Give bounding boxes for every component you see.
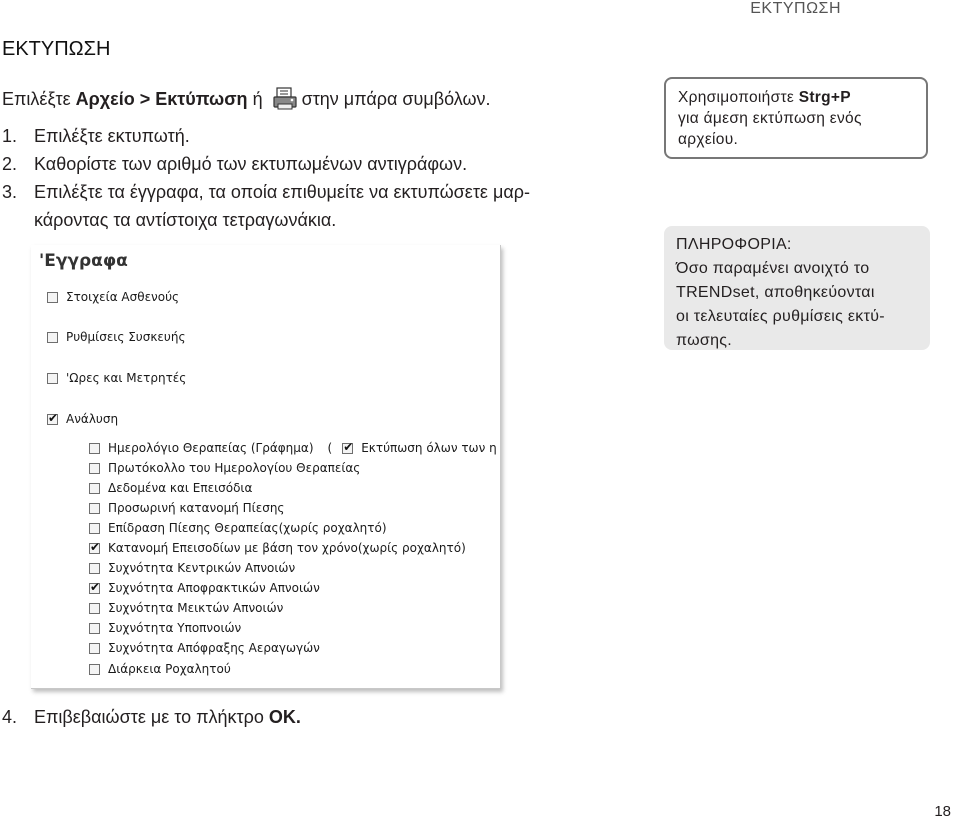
doc-item-patient-data[interactable] <box>47 290 179 304</box>
checkbox[interactable] <box>89 664 100 675</box>
doc-label: Συχνότητα Κεντρικών Απνοιών <box>108 561 296 575</box>
info-title: ΠΛΗΡΟΦΟΡΙΑ: <box>676 236 792 253</box>
tip-line-3: αρχείου. <box>678 131 739 148</box>
intro-menu-path: Αρχείο > Εκτύπωση <box>75 89 248 109</box>
checkbox[interactable] <box>89 643 100 654</box>
info-line-1: Όσο παραμένει ανοιχτό το <box>676 260 870 277</box>
panel-title: 'Εγγραφα <box>39 251 128 271</box>
analysis-item[interactable] <box>89 561 295 575</box>
info-box <box>664 226 930 350</box>
checkbox[interactable] <box>89 503 100 514</box>
step-number: 1. <box>2 126 18 146</box>
tip-shortcut: Strg+P <box>798 89 851 106</box>
doc-label: Δεδομένα και Επεισόδια <box>108 481 253 495</box>
documents-panel <box>31 245 501 689</box>
doc-label: Στοιχεία Ασθενούς <box>66 290 180 304</box>
checkbox[interactable] <box>89 523 100 534</box>
doc-label: Συχνότητα Απόφραξης Αεραγωγών <box>108 641 320 655</box>
doc-label: Πρωτόκολλο του Ημερολογίου Θεραπείας <box>108 461 361 475</box>
doc-label: 'Ωρες και Μετρητές <box>66 371 187 385</box>
doc-label: Συχνότητα Υποπνοιών <box>108 621 242 635</box>
step-text: Επιλέξτε τα έγγραφα, τα οποία επιθυμείτε να εκτυπώσετε μαρ- <box>34 182 530 202</box>
step-number: 4. <box>2 707 18 727</box>
analysis-item[interactable] <box>89 481 252 495</box>
analysis-item[interactable] <box>89 662 231 676</box>
tip-line-2: για άμεση εκτύπωση ενός <box>678 110 862 127</box>
analysis-item[interactable] <box>89 621 241 635</box>
step-2 <box>2 150 530 178</box>
page-number: 18 <box>934 803 951 820</box>
step-3 <box>2 178 530 234</box>
analysis-item[interactable] <box>89 501 284 515</box>
analysis-item[interactable] <box>89 541 466 555</box>
doc-label: Προσωρινή κατανομή Πίεσης <box>108 501 285 515</box>
printer-icon <box>272 87 298 111</box>
checkbox[interactable] <box>89 463 100 474</box>
analysis-item-therapy-diary-chart[interactable] <box>89 441 497 455</box>
doc-item-analysis[interactable] <box>47 412 118 426</box>
doc-label: Συχνότητα Αποφρακτικών Απνοιών <box>108 581 320 595</box>
step-text: Επιλέξτε εκτυπωτή. <box>34 126 190 146</box>
doc-item-device-settings[interactable] <box>47 330 186 344</box>
print-all-checkbox[interactable] <box>342 443 353 454</box>
tip-line-1 <box>678 87 914 108</box>
info-line-2: TRENDset, αποθηκεύονται <box>676 284 875 301</box>
checkbox[interactable] <box>89 603 100 614</box>
doc-label: Διάρκεια Ροχαλητού <box>108 662 231 676</box>
ok-key: OK. <box>268 707 301 727</box>
step-text: Επιβεβαιώστε με το πλήκτρο <box>34 707 269 727</box>
doc-label: Επίδραση Πίεσης Θεραπείας(χωρίς ροχαλητό) <box>108 521 387 535</box>
doc-label: Ημερολόγιο Θεραπείας (Γράφημα) <box>108 441 314 455</box>
step-number: 3. <box>2 182 18 202</box>
checkbox-checked[interactable] <box>89 543 100 554</box>
analysis-item[interactable] <box>89 521 387 535</box>
info-line-3: οι τελευταίες ρυθμίσεις εκτύ- <box>676 308 885 325</box>
tip-box <box>664 77 928 159</box>
doc-label: Ρυθμίσεις Συσκευής <box>66 330 186 344</box>
checkbox[interactable] <box>47 292 58 303</box>
analysis-item[interactable] <box>89 581 320 595</box>
checkbox[interactable] <box>89 623 100 634</box>
checkbox[interactable] <box>47 373 58 384</box>
running-header: ΕΚΤΥΠΩΣΗ <box>750 0 841 17</box>
intro-middle: ή <box>247 89 268 109</box>
analysis-item[interactable] <box>89 641 320 655</box>
checkbox-checked[interactable] <box>89 583 100 594</box>
checkbox[interactable] <box>89 563 100 574</box>
doc-label: Συχνότητα Μεικτών Απνοιών <box>108 601 284 615</box>
step-text: Καθορίστε των αριθμό των εκτυπωμένων αντιγράφων. <box>34 154 468 174</box>
intro-line <box>2 87 491 111</box>
info-line-4: πωσης. <box>676 332 733 349</box>
checkbox[interactable] <box>47 332 58 343</box>
intro-prefix: Επιλέξτε <box>2 89 76 109</box>
step-text-continued: κάροντας τα αντίστοιχα τετραγωνάκια. <box>34 210 337 230</box>
doc-label: Κατανομή Επεισοδίων με βάση τον χρόνο(χωρίς ροχαλητό) <box>108 541 466 555</box>
step-4 <box>2 707 301 728</box>
analysis-item[interactable] <box>89 601 283 615</box>
paren: ( <box>327 441 333 455</box>
checkbox[interactable] <box>89 483 100 494</box>
doc-item-hours-counters[interactable] <box>47 371 186 385</box>
print-all-label: Εκτύπωση όλων των η <box>361 441 497 455</box>
step-1 <box>2 122 530 150</box>
analysis-item[interactable] <box>89 461 360 475</box>
intro-suffix: στην μπάρα συμβόλων. <box>301 89 491 109</box>
checkbox[interactable] <box>89 443 100 454</box>
section-title: ΕΚΤΥΠΩΣΗ <box>2 38 111 60</box>
tip-prefix: Χρησιμοποιήστε <box>678 89 799 106</box>
doc-label: Ανάλυση <box>66 412 119 426</box>
step-number: 2. <box>2 154 18 174</box>
steps-list <box>2 122 530 234</box>
checkbox-checked[interactable] <box>47 414 58 425</box>
